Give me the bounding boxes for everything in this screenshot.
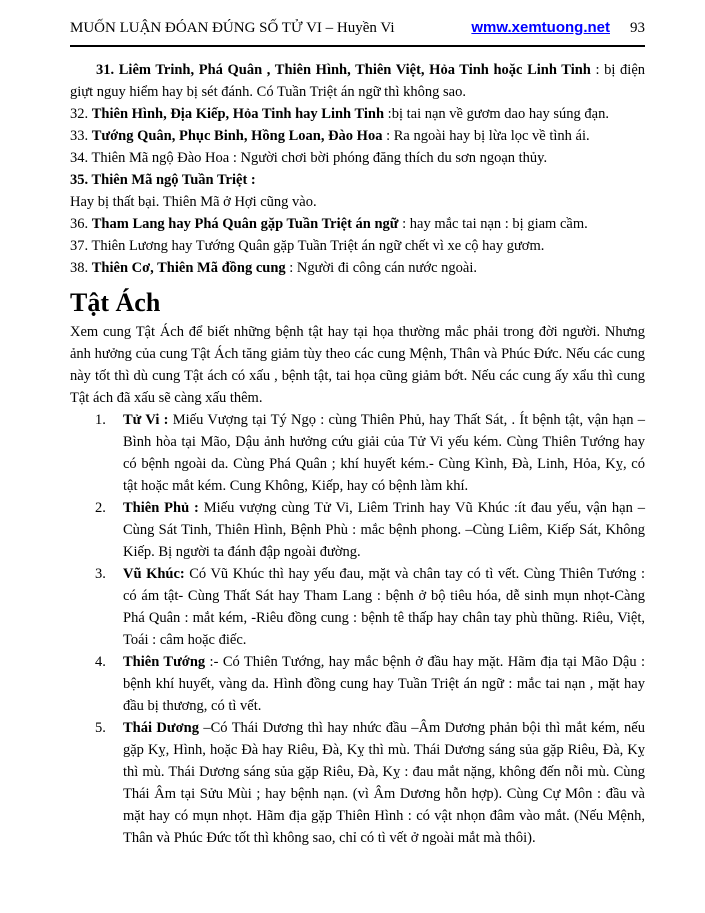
item-38-number: 38. [70, 260, 92, 276]
list-item-32 [70, 103, 645, 125]
star-item-5-text: –Có Thái Dương thì hay nhức đầu –Âm Dương phản bội thì mắt kém, nếu gặp Kỵ, Hình, hoặc Đà hay Riêu, Đà, Kỵ thì mù. Thái Dương sáng sủa gặp Riêu, Đà, Kỵ thì mù. Thái Dương sáng sủa gặp Riêu, Đà, Kỵ : đau mắt nặng, không đến nỗi mù. Cùng Thái Âm tại Sửu Mùi ; hay bệnh nạn. (vì Âm Dương hỗn hợp). Cùng Cự Môn : đầu và mặt hay có mụn nhọt. Hãm địa gặp Thiên Hình : có vật nhọn đâm vào mắt. (Nếu Mệnh, Thân và Phúc Đức tốt thì không sao, chỉ có tì vết ở ngoài mắt mà thôi). [123, 720, 645, 846]
star-item-4-body [123, 651, 645, 717]
item-31-rest: : bị điện giựt nguy hiểm hay bị sét đánh. Có Tuần Triệt án ngữ thì không sao. [70, 62, 645, 100]
star-item-2 [95, 497, 645, 563]
item-38-rest: : Người đi công cán nước ngoài. [285, 260, 477, 276]
star-item-4-name: Thiên Tướng [123, 654, 206, 670]
star-item-2-name: Thiên Phủ : [123, 500, 199, 516]
section-intro: Xem cung Tật Ách để biết những bệnh tật hay tại họa thường mắc phải trong đời người. Nhưng ảnh hưởng của cung Tật Ách tăng giảm tùy theo các cung Mệnh, Thân và Phúc Đức. Nếu các cung này tốt thì dù cung Tật ách có xấu , bệnh tật, tai họa cũng giảm bớt. Nếu các cung ấy xẩu thì cung Tật ách đã xấu sẽ càng xấu thêm. [70, 324, 645, 406]
list-item-31 [70, 59, 645, 103]
star-item-1-number: 1. [95, 412, 106, 428]
item-33-bold: Tướng Quân, Phục Binh, Hồng Loan, Đào Hoa [91, 128, 383, 144]
item-36-number: 36. [70, 216, 92, 232]
star-item-4-number: 4. [95, 654, 106, 670]
item-35-bold: 35. Thiên Mã ngộ Tuần Triệt : [70, 172, 256, 188]
header-right [471, 18, 645, 38]
item-34-number: 34. [70, 150, 92, 166]
list-item-33 [70, 125, 645, 147]
list-item-34 [70, 147, 645, 169]
star-item-2-text: Miếu vượng cùng Tử Vi, Liêm Trinh hay Vũ Khúc :ít đau yếu, vận hạn – Cùng Sát Tinh, Thiên Hình, Bệnh Phù : mắc bệnh phong. –Cùng Liêm, Kiếp Sát, Không Kiếp. Bị người ta đánh đập ngoài đường. [123, 500, 645, 560]
star-list [70, 409, 645, 849]
list-item-36 [70, 213, 645, 235]
star-item-1-name: Tử Vi : [123, 412, 169, 428]
list-item-37 [70, 235, 645, 257]
page-header [70, 18, 645, 38]
item-33-number: 33. [70, 128, 92, 144]
item-33-rest: : Ra ngoài hay bị lừa lọc về tình ái. [382, 128, 590, 144]
star-item-3-name: Vũ Khúc: [123, 566, 185, 582]
list-item-35 [70, 169, 645, 191]
star-item-5-number: 5. [95, 720, 106, 736]
item-38-bold: Thiên Cơ, Thiên Mã đồng cung [91, 260, 286, 276]
star-item-5 [95, 717, 645, 849]
star-item-2-body [123, 497, 645, 563]
item-32-number: 32. [70, 106, 92, 122]
page-number: 93 [630, 20, 645, 36]
running-title: MUỐN LUẬN ĐÓAN ĐÚNG SỐ TỬ VI – Huyền Vi [70, 20, 395, 36]
item-36-rest: : hay mắc tai nạn : bị giam cầm. [398, 216, 588, 232]
section-heading: Tật Ách [70, 288, 161, 317]
item-37-rest: Thiên Lương hay Tướng Quân gặp Tuần Triệt án ngữ chết vì xe cộ hay gươm. [91, 238, 545, 254]
list-item-35-continuation [70, 191, 645, 213]
star-item-1-body [123, 409, 645, 497]
item-36-bold: Tham Lang hay Phá Quân gặp Tuần Triệt án ngữ [91, 216, 399, 232]
item-34-rest: Thiên Mã ngộ Đào Hoa : Người chơi bời phóng đăng thích du sơn ngoạn thủy. [91, 150, 548, 166]
star-item-3 [95, 563, 645, 651]
star-item-4 [95, 651, 645, 717]
star-item-4-text: :- Có Thiên Tướng, hay mắc bệnh ở đầu hay mặt. Hãm địa tại Mão Dậu : bệnh khí huyết, vàng da. Hình đồng cung hay Tuần Triệt án ngữ : mắc tai nạn , mặt hay đầu bị thương, có tì vết. [123, 654, 646, 714]
star-item-5-body [123, 717, 645, 849]
item-32-bold: Thiên Hình, Địa Kiếp, Hỏa Tinh hay Linh Tinh [91, 106, 385, 122]
website-link[interactable]: wmw.xemtuong.net [471, 19, 610, 36]
star-item-3-body [123, 563, 645, 651]
item-35-rest: Hay bị thất bại. Thiên Mã ở Hợi cũng vào. [70, 194, 317, 210]
star-item-5-name: Thái Dương [123, 720, 199, 736]
item-32-rest: :bị tai nạn về gươm dao hay súng đạn. [384, 106, 609, 122]
item-37-number: 37. [70, 238, 92, 254]
list-item-38 [70, 257, 645, 279]
item-31-bold: 31. Liêm Trinh, Phá Quân , Thiên Hình, Thiên Việt, Hỏa Tinh hoặc Linh Tinh [96, 62, 591, 78]
star-item-1-text: Miếu Vượng tại Tý Ngọ : cùng Thiên Phủ, hay Thất Sát, . Ít bệnh tật, vận hạn – Bình hòa tại Mão, Dậu ảnh hưởng cứu giải của Tử Vi yếu kém. Cùng Thiên Tướng hay có bệnh ngoài da. Cùng Phá Quân ; khí huyết kém.- Cùng Kình, Đà, Linh, Hỏa, Kỵ, có tật hoặc mắt kém. Cung Không, Kiếp, hay có bệnh làm khí. [123, 412, 645, 494]
header-rule [70, 45, 645, 47]
star-item-2-number: 2. [95, 500, 106, 516]
star-item-3-number: 3. [95, 566, 106, 582]
star-item-3-text: Có Vũ Khúc thì hay yếu đau, mặt và chân tay có tì vết. Cùng Thiên Tướng : có ám tật- Cùng Thất Sát hay Tham Lang : bệnh ở bộ tiêu hóa, dễ sinh mụn nhọt-Càng Phá Quân : mắt kém, -Riêu đồng cung : bệnh tê thấp hay chân tay phù thũng. Riêu, Việt, Toái : câm hoặc điếc. [123, 566, 645, 648]
star-item-1 [95, 409, 645, 497]
